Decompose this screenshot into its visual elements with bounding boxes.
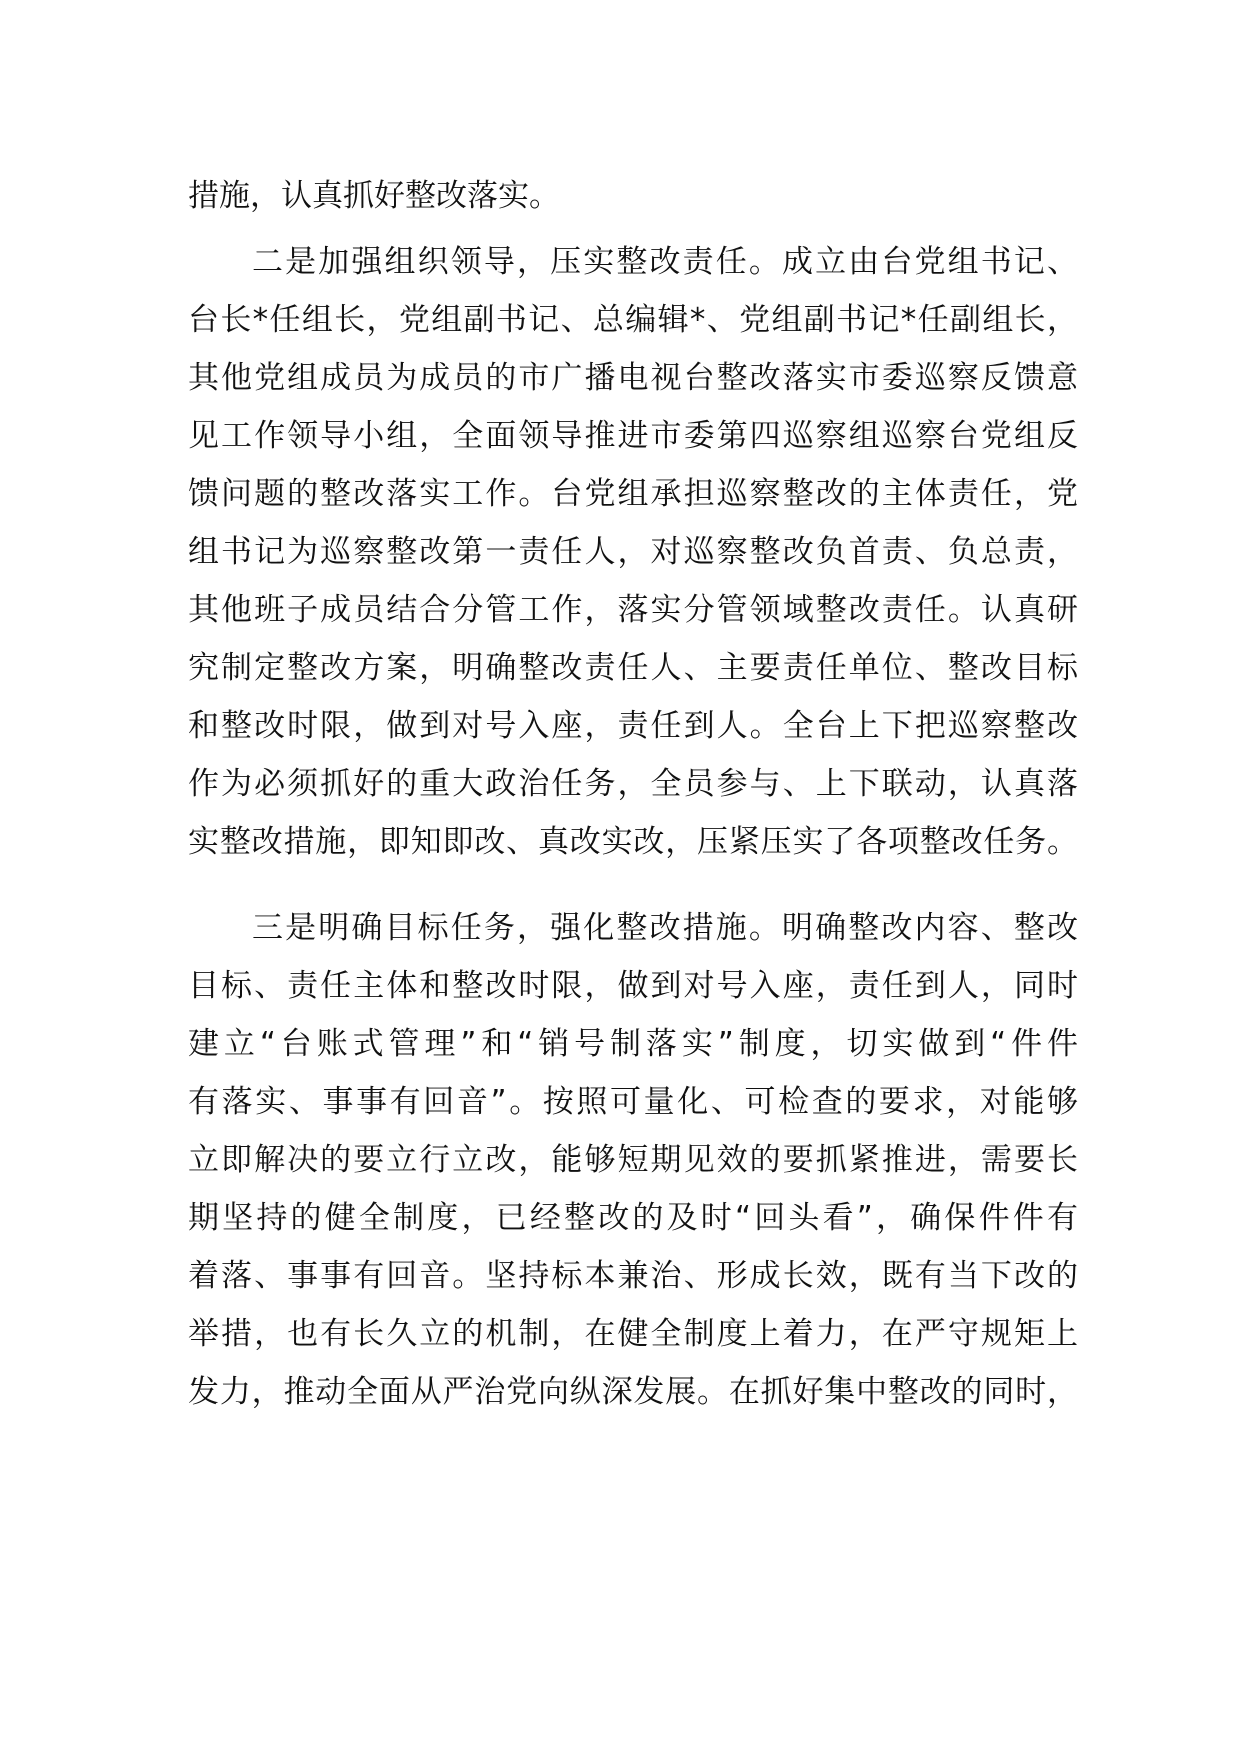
- paragraph-line: 立即解决的要立行立改，能够短期见效的要抓紧推进，需要长: [188, 1142, 1078, 1178]
- paragraph-line: 台长*任组长，党组副书记、总编辑*、党组副书记*任副组长，: [188, 302, 1078, 338]
- paragraph-line: 作为必须抓好的重大政治任务，全员参与、上下联动，认真落: [188, 766, 1078, 802]
- paragraph-line: 举措，也有长久立的机制，在健全制度上着力，在严守规矩上: [188, 1316, 1078, 1352]
- paragraph-line: 着落、事事有回音。坚持标本兼治、形成长效，既有当下改的: [188, 1258, 1078, 1294]
- paragraph-line: 有落实、事事有回音”。按照可量化、可检查的要求，对能够: [188, 1084, 1078, 1120]
- paragraph-line: 建立“台账式管理”和“销号制落实”制度，切实做到“件件: [188, 1026, 1078, 1062]
- paragraph-line: 发力，推动全面从严治党向纵深发展。在抓好集中整改的同时，: [188, 1374, 1078, 1410]
- paragraph-line: 和整改时限，做到对号入座，责任到人。全台上下把巡察整改: [188, 708, 1078, 744]
- paragraph-line: 期坚持的健全制度，已经整改的及时“回头看”，确保件件有: [188, 1200, 1078, 1236]
- paragraph-line: 馈问题的整改落实工作。台党组承担巡察整改的主体责任，党: [188, 476, 1078, 512]
- paragraph-line: 三是明确目标任务，强化整改措施。明确整改内容、整改: [252, 910, 1078, 946]
- paragraph-line: 目标、责任主体和整改时限，做到对号入座，责任到人，同时: [188, 968, 1078, 1004]
- paragraph-line: 组书记为巡察整改第一责任人，对巡察整改负首责、负总责，: [188, 534, 1078, 570]
- paragraph-line: 其他党组成员为成员的市广播电视台整改落实市委巡察反馈意: [188, 360, 1078, 396]
- paragraph-line: 见工作领导小组，全面领导推进市委第四巡察组巡察台党组反: [188, 418, 1078, 454]
- paragraph-line: 措施，认真抓好整改落实。: [188, 178, 560, 214]
- paragraph-line: 其他班子成员结合分管工作，落实分管领域整改责任。认真研: [188, 592, 1078, 628]
- paragraph-line: 究制定整改方案，明确整改责任人、主要责任单位、整改目标: [188, 650, 1078, 686]
- paragraph-line: 二是加强组织领导，压实整改责任。成立由台党组书记、: [252, 244, 1078, 280]
- paragraph-line: 实整改措施，即知即改、真改实改，压紧压实了各项整改任务。: [188, 824, 1078, 860]
